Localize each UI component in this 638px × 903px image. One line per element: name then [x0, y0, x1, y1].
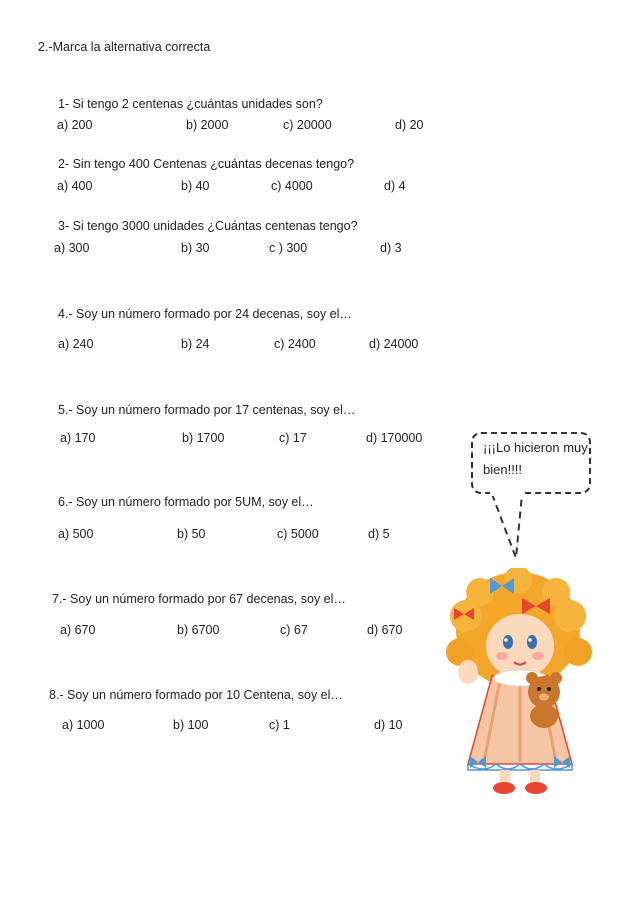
question-5-option-c[interactable]: c) 17	[279, 431, 307, 445]
question-6-option-c[interactable]: c) 5000	[277, 527, 319, 541]
question-8-option-b[interactable]: b) 100	[173, 718, 209, 732]
question-2-option-d[interactable]: d) 4	[384, 179, 406, 193]
question-1-option-a[interactable]: a) 200	[57, 118, 93, 132]
question-5-option-d[interactable]: d) 170000	[366, 431, 423, 445]
question-7-option-c[interactable]: c) 67	[280, 623, 308, 637]
question-4-text: 4.- Soy un número formado por 24 decenas, soy el…	[58, 307, 352, 321]
question-8-option-a[interactable]: a) 1000	[62, 718, 105, 732]
question-1-option-d[interactable]: d) 20	[395, 118, 424, 132]
question-2-option-c[interactable]: c) 4000	[271, 179, 313, 193]
question-2-text: 2- Sin tengo 400 Centenas ¿cuántas decenas tengo?	[58, 157, 355, 171]
question-8-option-d[interactable]: d) 10	[374, 718, 403, 732]
question-3-option-c[interactable]: c ) 300	[269, 241, 308, 255]
question-7-option-d[interactable]: d) 670	[367, 623, 403, 637]
question-4-option-d[interactable]: d) 24000	[369, 337, 419, 351]
question-3-option-d[interactable]: d) 3	[380, 241, 402, 255]
speech-bubble-tail	[470, 492, 530, 572]
question-3-option-a[interactable]: a) 300	[54, 241, 90, 255]
question-8-text: 8.- Soy un número formado por 10 Centena, soy el…	[49, 688, 343, 702]
question-4-option-b[interactable]: b) 24	[181, 337, 210, 351]
question-3-text: 3- Si tengo 3000 unidades ¿Cuántas centenas tengo?	[58, 219, 358, 233]
question-7-text: 7.- Soy un número formado por 67 decenas, soy el…	[52, 592, 346, 606]
question-4-option-a[interactable]: a) 240	[58, 337, 94, 351]
question-7-option-b[interactable]: b) 6700	[177, 623, 220, 637]
question-7-option-a[interactable]: a) 670	[60, 623, 96, 637]
question-6-option-b[interactable]: b) 50	[177, 527, 206, 541]
question-5-option-b[interactable]: b) 1700	[182, 431, 225, 445]
question-6-text: 6.- Soy un número formado por 5UM, soy el…	[58, 495, 314, 509]
question-4-option-c[interactable]: c) 2400	[274, 337, 316, 351]
page-title: 2.-Marca la alternativa correcta	[38, 40, 211, 54]
question-1-text: 1- Si tengo 2 centenas ¿cuántas unidades son?	[58, 97, 323, 111]
question-1-option-b[interactable]: b) 2000	[186, 118, 229, 132]
question-6-option-d[interactable]: d) 5	[368, 527, 390, 541]
question-3-option-b[interactable]: b) 30	[181, 241, 210, 255]
question-2-option-b[interactable]: b) 40	[181, 179, 210, 193]
question-1-option-c[interactable]: c) 20000	[283, 118, 332, 132]
speech-bubble-text: ¡¡¡Lo hicieron muy bien!!!!	[483, 440, 588, 477]
girl-with-teddy-bear-illustration	[440, 568, 600, 798]
question-8-option-c[interactable]: c) 1	[269, 718, 290, 732]
question-2-option-a[interactable]: a) 400	[57, 179, 93, 193]
question-5-text: 5.- Soy un número formado por 17 centenas, soy el…	[58, 403, 356, 417]
question-6-option-a[interactable]: a) 500	[58, 527, 94, 541]
question-5-option-a[interactable]: a) 170	[60, 431, 96, 445]
